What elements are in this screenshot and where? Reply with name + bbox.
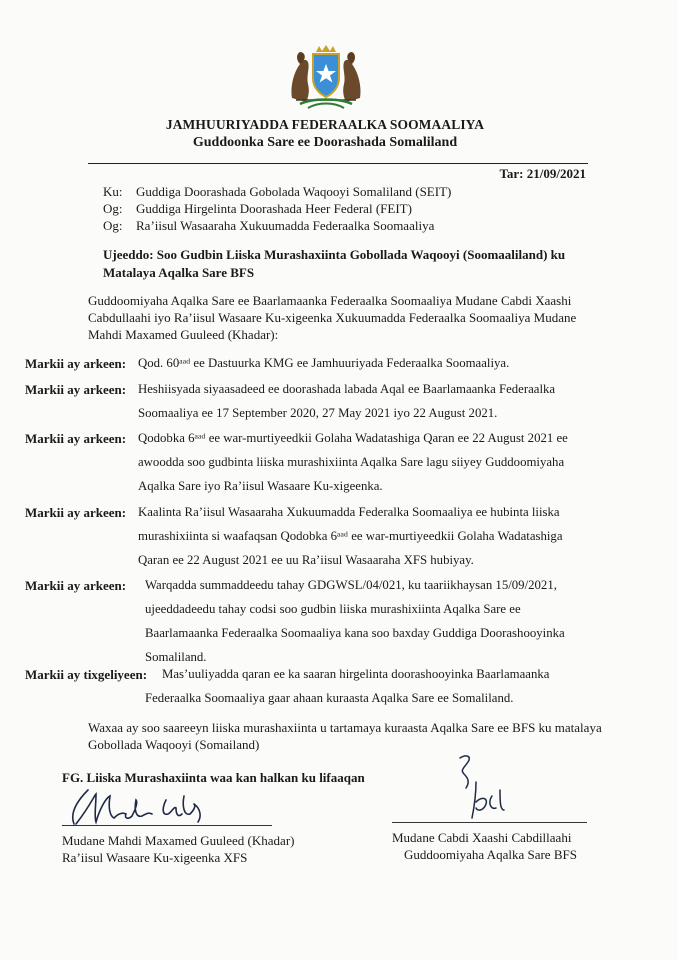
addressee-text: Guddiga Doorashada Gobolada Waqooyi Somaliland (SEIT) bbox=[136, 184, 452, 199]
attachment-note: FG. Liiska Murashaxiinta waa kan halkan ku lifaaqan bbox=[62, 770, 365, 785]
handwritten-signature-icon bbox=[66, 784, 246, 830]
intro-line: Mahdi Maxamed Guuleed (Khadar): bbox=[88, 327, 279, 342]
clause-text: Soomaaliya ee 17 September 2020, 27 May 2021 iyo 22 August 2021. bbox=[138, 406, 498, 420]
subject-line: Ujeeddo: Soo Gudbin Liiska Murashaxiinta Gobollada Waqooyi (Soomaaliland) ku bbox=[103, 247, 566, 262]
clause-text: Aqalka Sare iyo Ra’iisul Wasaare Ku-xigeenka. bbox=[138, 479, 383, 493]
signature-line bbox=[62, 825, 272, 826]
intro-line: Guddoomiyaha Aqalka Sare ee Baarlamaanka Federaalka Soomaaliya Mudane Cabdi Xaashi bbox=[88, 293, 572, 308]
signatory-name: Mudane Mahdi Maxamed Guuleed (Khadar) bbox=[62, 833, 295, 848]
signatory-title: Guddoomiyaha Aqalka Sare BFS bbox=[404, 847, 577, 862]
addressee-text: Ra’iisul Wasaaraha Xukuumadda Federaalka Soomaaliya bbox=[136, 218, 435, 233]
republic-heading: JAMHUURIYADDA FEDERAALKA SOOMAALIYA bbox=[165, 117, 485, 132]
clause-text: murashixiinta si waafaqsan Qodobka 6ᵃᵃᵈ ee war-murtiyeedkii Golaha Wadatashiga bbox=[138, 529, 563, 543]
clause-label: Markii ay tixgeliyeen: bbox=[25, 667, 148, 682]
closing-line: Gobollada Waqooyi (Somailand) bbox=[88, 737, 260, 752]
addressee-label: Og: bbox=[103, 201, 123, 216]
clause-text: Mas’uuliyadda qaran ee ka saaran hirgelinta doorashooyinka Baarlamaanka bbox=[162, 667, 550, 681]
clause-label: Markii ay arkeen: bbox=[25, 505, 127, 520]
council-heading: Guddoonka Sare ee Doorashada Somaliland bbox=[192, 135, 458, 150]
intro-line: Cabdullaahi iyo Ra’iisul Wasaare Ku-xigeenka Xukuumadda Federaalka Soomaaliya Mudane bbox=[88, 310, 577, 325]
handwritten-signature-icon bbox=[450, 752, 530, 824]
clause-text: awoodda soo gudbinta liiska murashixiinta Aqalka Sare lagu siiyey Guddoomiyaha bbox=[138, 455, 565, 469]
clause-text: Qod. 60ᵃᵃᵈ ee Dastuurka KMG ee Jamhuuriyada Federaalka Soomaaliya. bbox=[138, 356, 510, 370]
clause-label: Markii ay arkeen: bbox=[25, 578, 127, 593]
clause-text: Warqadda summaddeedu tahay GDGWSL/04/021, ku taariikhaysan 15/09/2021, bbox=[145, 578, 557, 592]
subject-line: Matalaya Aqalka Sare BFS bbox=[103, 265, 255, 280]
clause-text: Heshiisyada siyaasadeed ee doorashada labada Aqal ee Baarlamaanka Federaalka bbox=[138, 382, 556, 396]
signature-line bbox=[392, 822, 587, 823]
letter-date: Tar: 21/09/2021 bbox=[499, 166, 586, 181]
clause-text: Kaalinta Ra’iisul Wasaaraha Xukuumadda Federalka Soomaaliya ee hubinta liiska bbox=[138, 505, 560, 519]
clause-label: Markii ay arkeen: bbox=[25, 356, 127, 371]
addressee-text: Guddiga Hirgelinta Doorashada Heer Federal (FEIT) bbox=[136, 201, 412, 216]
addressee-label: Ku: bbox=[103, 184, 123, 199]
header-divider bbox=[88, 163, 588, 164]
signatory-title: Ra’iisul Wasaare Ku-xigeenka XFS bbox=[62, 850, 248, 865]
signatory-name: Mudane Cabdi Xaashi Cabdillaahi bbox=[392, 830, 572, 845]
addressee-label: Og: bbox=[103, 218, 123, 233]
clause-text: Somaliland. bbox=[145, 650, 207, 664]
clause-text: ujeeddadeedu tahay codsi soo gudbin liiska murashixiinta Aqalka Sare ee bbox=[145, 602, 521, 616]
clause-text: Qodobka 6ᵃᵃᵈ ee war-murtiyeedkii Golaha Wadatashiga Qaran ee 22 August 2021 ee bbox=[138, 431, 568, 445]
clause-text: Federaalka Soomaaliya gaar ahaan kuraasta Aqalka Sare ee Somaliland. bbox=[145, 691, 514, 705]
clause-text: Qaran ee 22 August 2021 ee uu Ra’iisul Wasaaraha XFS hubiyay. bbox=[138, 553, 474, 567]
somalia-coat-of-arms-icon bbox=[286, 42, 366, 110]
closing-line: Waxaa ay soo saareeyn liiska murashaxiinta u tartamaya kuraasta Aqalka Sare ee BFS ku matalaya bbox=[88, 720, 602, 735]
clause-label: Markii ay arkeen: bbox=[25, 431, 127, 446]
clause-text: Baarlamaanka Federaalka Soomaaliya kana soo baxday Guddiga Doorashooyinka bbox=[145, 626, 565, 640]
clause-label: Markii ay arkeen: bbox=[25, 382, 127, 397]
